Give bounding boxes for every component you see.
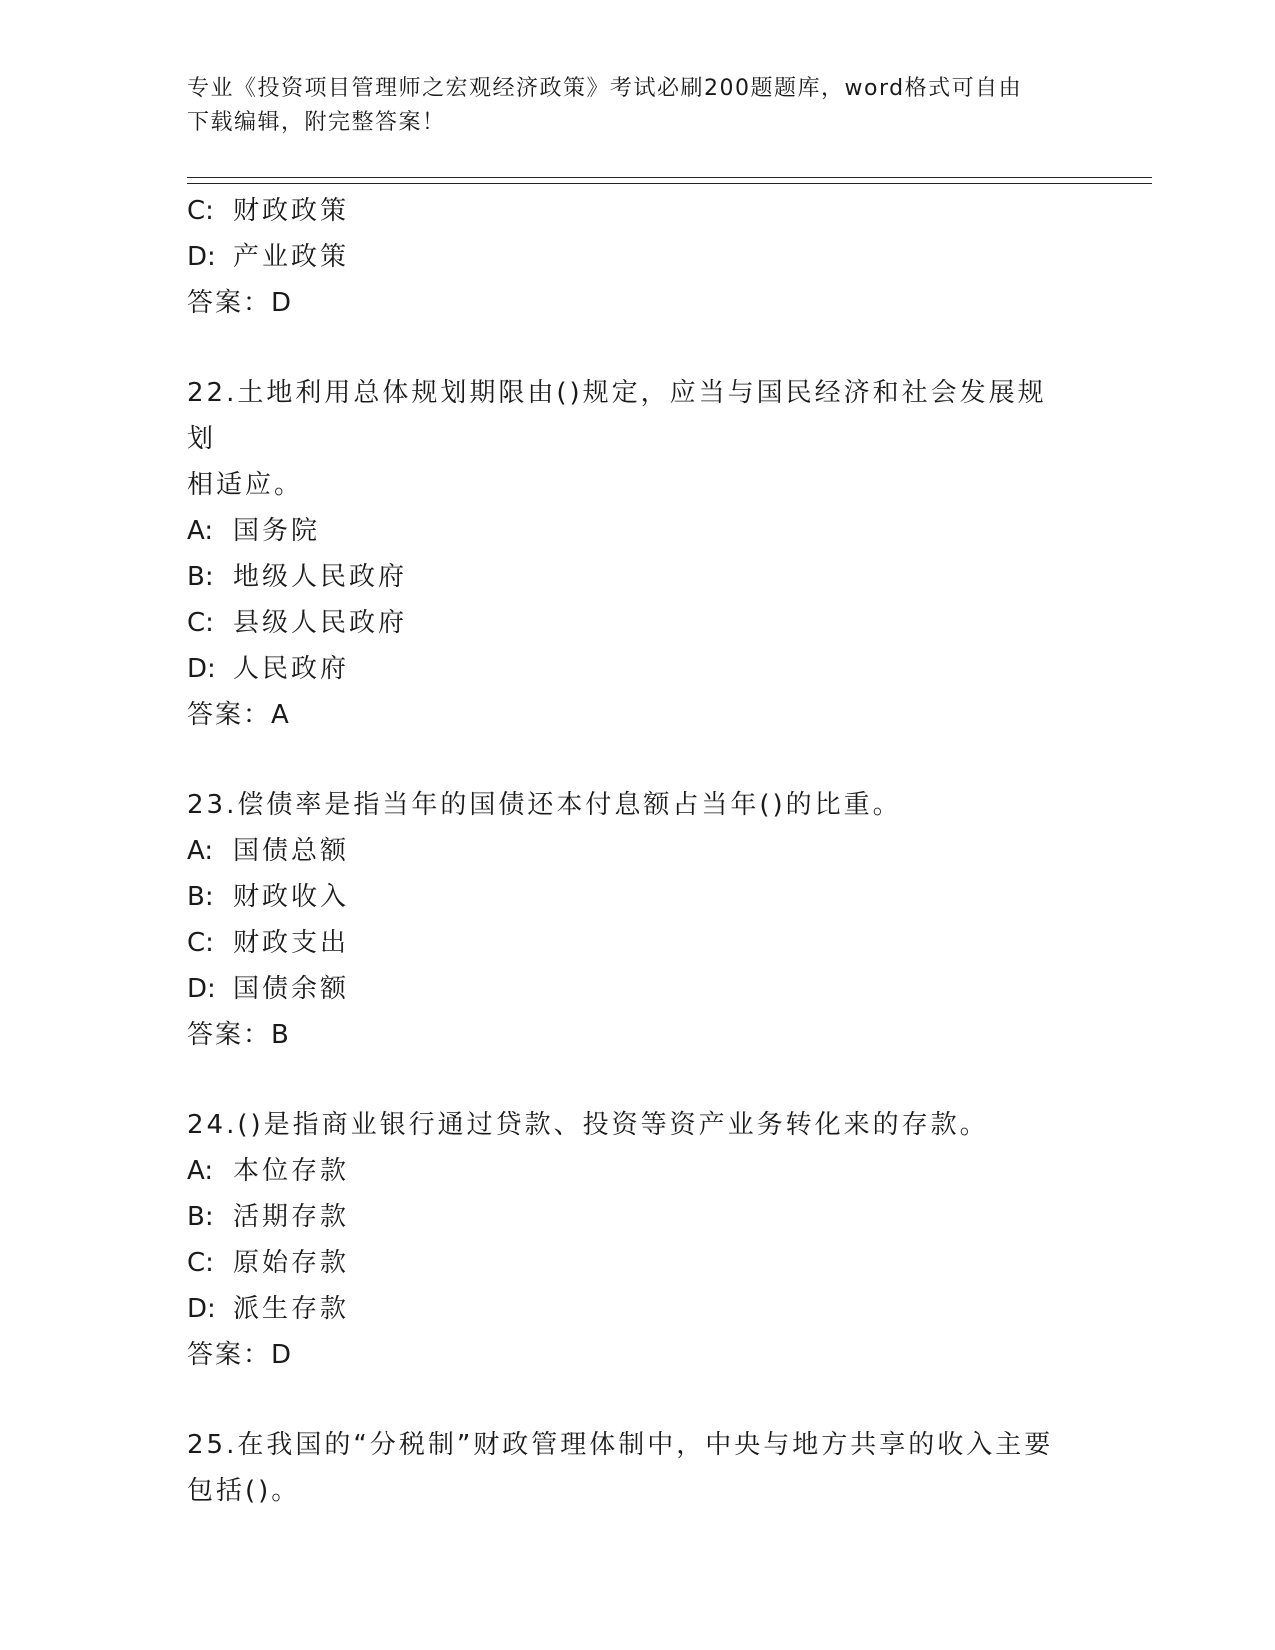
option-key: D: [187, 242, 216, 272]
option-row [187, 1240, 1067, 1286]
question-stem-line: 包括()。 [187, 1476, 301, 1506]
option-text: 派生存款 [233, 1294, 350, 1324]
option-text: 本位存款 [233, 1156, 350, 1186]
option-key: C: [187, 1248, 214, 1278]
option-text: 活期存款 [233, 1202, 350, 1232]
spacer [187, 738, 1067, 782]
question-stem-line: 23.偿债率是指当年的国债还本付息额占当年()的比重。 [187, 790, 902, 820]
answer-line: 答案：D [187, 288, 294, 318]
option-key: C: [187, 196, 214, 226]
question-stem-line: 22.土地利用总体规划期限由()规定，应当与国民经济和社会发展规划 [187, 378, 1047, 454]
spacer [187, 326, 1067, 370]
previous-question-tail [187, 188, 1067, 326]
option-key: A: [187, 516, 214, 546]
question-stem-line: 相适应。 [187, 470, 304, 500]
option-key: B: [187, 562, 214, 592]
option-row [187, 188, 1067, 234]
question-24 [187, 1102, 1067, 1378]
option-row [187, 600, 1067, 646]
option-key: D: [187, 654, 216, 684]
option-text: 县级人民政府 [233, 608, 408, 638]
option-text: 财政政策 [233, 196, 350, 226]
option-row [187, 1286, 1067, 1332]
option-text: 国债总额 [233, 836, 350, 866]
spacer [187, 1058, 1067, 1102]
question-stem-line: 24.()是指商业银行通过贷款、投资等资产业务转化来的存款。 [187, 1110, 989, 1140]
header-divider-top [187, 177, 1152, 178]
option-row [187, 920, 1067, 966]
answer-line: 答案：B [187, 1020, 291, 1050]
option-row [187, 554, 1067, 600]
option-key: B: [187, 1202, 214, 1232]
header-line-1: 专业《投资项目管理师之宏观经济政策》考试必刷200题题库，word格式可自由 [187, 76, 1023, 101]
option-text: 财政收入 [233, 882, 350, 912]
option-row [187, 966, 1067, 1012]
option-key: C: [187, 928, 214, 958]
option-row [187, 234, 1067, 280]
option-text: 原始存款 [233, 1248, 350, 1278]
option-text: 国债余额 [233, 974, 350, 1004]
option-text: 国务院 [233, 516, 321, 546]
question-23 [187, 782, 1067, 1058]
answer-line: 答案：A [187, 700, 291, 730]
option-key: D: [187, 974, 216, 1004]
document-header [187, 72, 1067, 140]
question-22 [187, 370, 1067, 738]
option-text: 产业政策 [233, 242, 350, 272]
option-row [187, 508, 1067, 554]
option-key: A: [187, 836, 214, 866]
option-row [187, 1194, 1067, 1240]
header-divider-bottom [187, 183, 1152, 184]
option-row [187, 828, 1067, 874]
option-key: C: [187, 608, 214, 638]
answer-line: 答案：D [187, 1340, 294, 1370]
option-key: A: [187, 1156, 214, 1186]
option-text: 人民政府 [233, 654, 350, 684]
question-content [187, 188, 1067, 1514]
option-key: B: [187, 882, 214, 912]
option-row [187, 1148, 1067, 1194]
option-row [187, 874, 1067, 920]
option-text: 财政支出 [233, 928, 350, 958]
question-25 [187, 1422, 1067, 1514]
option-text: 地级人民政府 [233, 562, 408, 592]
question-stem-line: 25.在我国的“分税制”财政管理体制中，中央与地方共享的收入主要 [187, 1430, 1054, 1460]
option-key: D: [187, 1294, 216, 1324]
option-row [187, 646, 1067, 692]
header-line-2: 下载编辑，附完整答案！ [187, 110, 446, 135]
spacer [187, 1378, 1067, 1422]
